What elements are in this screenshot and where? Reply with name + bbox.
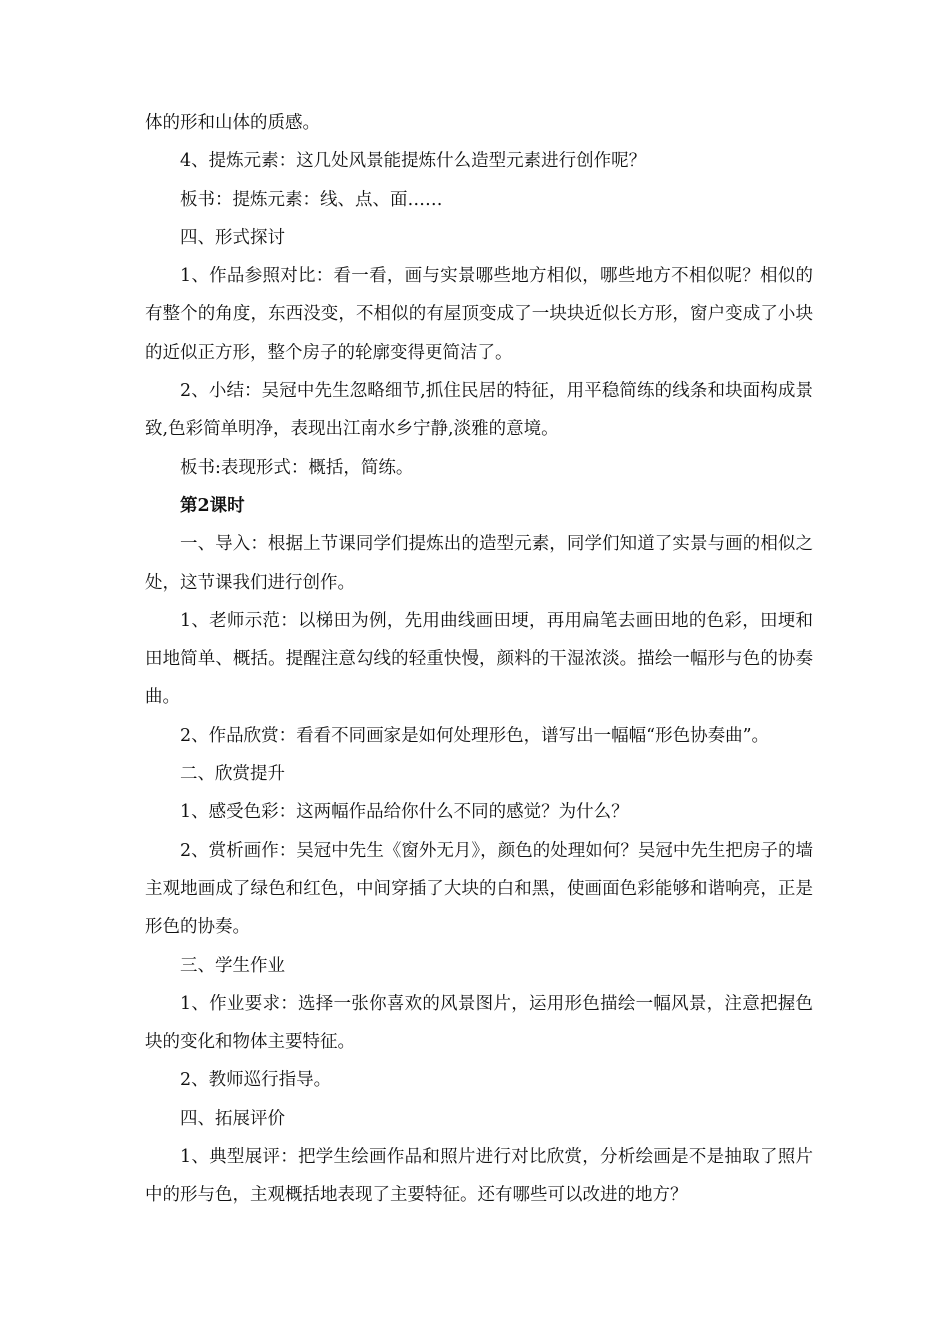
paragraph-showcase: 1、典型展评：把学生绘画作品和照片进行对比欣赏，分析绘画是不是抽取了照片中的形与色，主观概括地表现了主要特征。还有哪些可以改进的地方？ — [145, 1147, 813, 1206]
paragraph-comparison: 1、作品参照对比：看一看，画与实景哪些地方相似，哪些地方不相似呢？相似的有整个的角度，东西没变，不相似的有屋顶变成了一块块近似长方形，窗户变成了小块的近似正方形，整个房子的轮廓变得更简洁了。 — [145, 266, 813, 363]
section-heading-form-discussion: 四、形式探讨 — [180, 227, 285, 248]
paragraph-continuation: 体的形和山体的质感。 — [145, 113, 320, 133]
paragraph-assignment: 1、作业要求：选择一张你喜欢的风景图片，运用形色描绘一幅风景，注意把握色块的变化和物体主要特征。 — [145, 993, 813, 1053]
document-body — [145, 104, 813, 1215]
paragraph-teacher-guidance: 2、教师巡行指导。 — [180, 1070, 332, 1091]
paragraph-summary: 2、小结：吴冠中先生忽略细节,抓住民居的特征，用平稳简练的线条和块面构成景致,色彩简单明净，表现出江南水乡宁静,淡雅的意境。 — [145, 381, 813, 440]
section-heading-appreciation: 二、欣赏提升 — [180, 764, 285, 785]
paragraph-feel-color: 1、感受色彩：这两幅作品给你什么不同的感觉？为什么？ — [180, 802, 629, 823]
paragraph-analysis: 2、赏析画作：吴冠中先生《窗外无月》，颜色的处理如何？吴冠中先生把房子的墙主观地画成了绿色和红色，中间穿插了大块的白和黑，使画面色彩能够和谐响亮，正是形色的协奏。 — [145, 840, 813, 938]
paragraph-teacher-demo: 1、老师示范：以梯田为例，先用曲线画田埂，再用扁笔去画田地的色彩，田埂和田地简单、概括。提醒注意勾线的轻重快慢，颜料的干湿浓淡。描绘一幅形与色的协奏曲。 — [145, 610, 813, 708]
paragraph-introduction: 一、导入：根据上节课同学们提炼出的造型元素，同学们知道了实景与画的相似之处，这节课我们进行创作。 — [145, 534, 813, 593]
paragraph-extract-elements: 4、提炼元素：这几处风景能提炼什么造型元素进行创作呢？ — [180, 151, 647, 172]
section-heading-evaluation: 四、拓展评价 — [180, 1108, 285, 1129]
board-note-elements: 板书：提炼元素：线、点、面…… — [180, 189, 443, 210]
board-note-expression: 板书:表现形式：概括，简练。 — [180, 457, 414, 478]
lesson-2-heading: 第2课时 — [180, 495, 245, 516]
paragraph-artwork-appreciation: 2、作品欣赏：看看不同画家是如何处理形色，谱写出一幅幅“形色协奏曲”。 — [180, 725, 770, 746]
section-heading-student-work: 三、学生作业 — [180, 955, 285, 976]
